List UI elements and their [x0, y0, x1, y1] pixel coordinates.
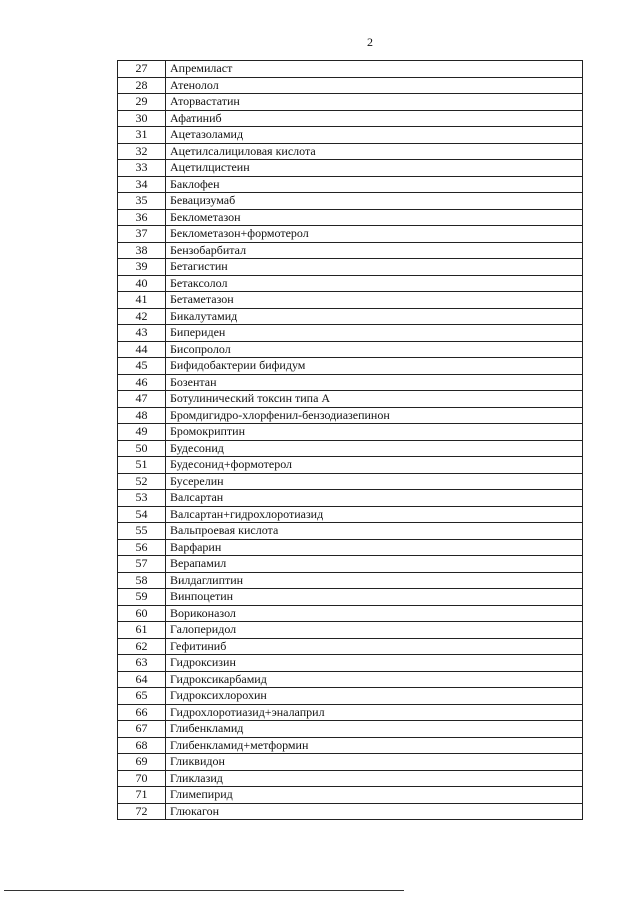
- table-row: [118, 341, 583, 358]
- drug-name: Гидроксихлорохин: [166, 688, 583, 705]
- drug-name: Вориконазол: [166, 605, 583, 622]
- table-row: [118, 787, 583, 804]
- row-number: 43: [118, 325, 166, 342]
- footer-divider: [4, 890, 404, 891]
- table-row: [118, 110, 583, 127]
- row-number: 45: [118, 358, 166, 375]
- table-row: [118, 589, 583, 606]
- row-number: 28: [118, 77, 166, 94]
- row-number: 65: [118, 688, 166, 705]
- drug-name: Беклометазон+формотерол: [166, 226, 583, 243]
- drug-name: Бетаметазон: [166, 292, 583, 309]
- table-row: [118, 440, 583, 457]
- drug-name: Бензобарбитал: [166, 242, 583, 259]
- table-row: [118, 193, 583, 210]
- row-number: 27: [118, 61, 166, 78]
- table-row: [118, 638, 583, 655]
- table-row: [118, 160, 583, 177]
- row-number: 41: [118, 292, 166, 309]
- drug-name: Глибенкламид+метформин: [166, 737, 583, 754]
- row-number: 53: [118, 490, 166, 507]
- row-number: 31: [118, 127, 166, 144]
- row-number: 37: [118, 226, 166, 243]
- row-number: 30: [118, 110, 166, 127]
- table-row: [118, 490, 583, 507]
- row-number: 67: [118, 721, 166, 738]
- table-row: [118, 292, 583, 309]
- drug-name: Атенолол: [166, 77, 583, 94]
- row-number: 52: [118, 473, 166, 490]
- row-number: 44: [118, 341, 166, 358]
- drug-name: Винпоцетин: [166, 589, 583, 606]
- table-row: [118, 473, 583, 490]
- drug-name: Бромокриптин: [166, 424, 583, 441]
- table-row: [118, 424, 583, 441]
- drug-list-body: [118, 61, 583, 820]
- drug-name: Ацетилцистеин: [166, 160, 583, 177]
- drug-name: Бисопролол: [166, 341, 583, 358]
- table-row: [118, 671, 583, 688]
- row-number: 61: [118, 622, 166, 639]
- row-number: 54: [118, 506, 166, 523]
- row-number: 40: [118, 275, 166, 292]
- row-number: 56: [118, 539, 166, 556]
- table-row: [118, 803, 583, 820]
- drug-name: Глимепирид: [166, 787, 583, 804]
- table-row: [118, 176, 583, 193]
- row-number: 66: [118, 704, 166, 721]
- drug-name: Ботулинический токсин типа А: [166, 391, 583, 408]
- row-number: 60: [118, 605, 166, 622]
- row-number: 39: [118, 259, 166, 276]
- table-row: [118, 308, 583, 325]
- row-number: 55: [118, 523, 166, 540]
- row-number: 33: [118, 160, 166, 177]
- table-row: [118, 457, 583, 474]
- drug-name: Глюкагон: [166, 803, 583, 820]
- drug-name: Афатиниб: [166, 110, 583, 127]
- drug-name: Гидрохлоротиазид+эналаприл: [166, 704, 583, 721]
- row-number: 58: [118, 572, 166, 589]
- table-row: [118, 94, 583, 111]
- drug-name: Беклометазон: [166, 209, 583, 226]
- drug-name: Аторвастатин: [166, 94, 583, 111]
- row-number: 38: [118, 242, 166, 259]
- drug-name: Ацетилсалициловая кислота: [166, 143, 583, 160]
- row-number: 62: [118, 638, 166, 655]
- table-row: [118, 407, 583, 424]
- drug-name: Глибенкламид: [166, 721, 583, 738]
- table-row: [118, 358, 583, 375]
- row-number: 47: [118, 391, 166, 408]
- table-row: [118, 539, 583, 556]
- table-row: [118, 61, 583, 78]
- row-number: 36: [118, 209, 166, 226]
- row-number: 50: [118, 440, 166, 457]
- table-row: [118, 622, 583, 639]
- drug-name: Валсартан+гидрохлоротиазид: [166, 506, 583, 523]
- drug-name: Бозентан: [166, 374, 583, 391]
- row-number: 34: [118, 176, 166, 193]
- drug-name: Гликвидон: [166, 754, 583, 771]
- drug-name: Баклофен: [166, 176, 583, 193]
- table-row: [118, 605, 583, 622]
- drug-name: Бромдигидро-хлорфенил-бензодиазепинон: [166, 407, 583, 424]
- table-row: [118, 226, 583, 243]
- row-number: 59: [118, 589, 166, 606]
- row-number: 48: [118, 407, 166, 424]
- page-number: 2: [367, 35, 373, 49]
- drug-name: Бипериден: [166, 325, 583, 342]
- table-row: [118, 770, 583, 787]
- table-row: [118, 737, 583, 754]
- drug-name: Ацетазоламид: [166, 127, 583, 144]
- row-number: 32: [118, 143, 166, 160]
- table-row: [118, 209, 583, 226]
- row-number: 64: [118, 671, 166, 688]
- table-row: [118, 688, 583, 705]
- drug-name: Гидроксикарбамид: [166, 671, 583, 688]
- table-row: [118, 572, 583, 589]
- drug-name: Бетагистин: [166, 259, 583, 276]
- drug-name: Будесонид: [166, 440, 583, 457]
- table-row: [118, 77, 583, 94]
- table-row: [118, 325, 583, 342]
- drug-name: Валсартан: [166, 490, 583, 507]
- drug-name: Апремиласт: [166, 61, 583, 78]
- row-number: 29: [118, 94, 166, 111]
- table-row: [118, 704, 583, 721]
- table-row: [118, 275, 583, 292]
- table-row: [118, 242, 583, 259]
- drug-list-table: [117, 60, 583, 820]
- row-number: 46: [118, 374, 166, 391]
- table-row: [118, 523, 583, 540]
- row-number: 57: [118, 556, 166, 573]
- drug-name: Верапамил: [166, 556, 583, 573]
- drug-name: Варфарин: [166, 539, 583, 556]
- drug-name: Гидроксизин: [166, 655, 583, 672]
- table-row: [118, 127, 583, 144]
- row-number: 42: [118, 308, 166, 325]
- row-number: 70: [118, 770, 166, 787]
- table-row: [118, 754, 583, 771]
- row-number: 63: [118, 655, 166, 672]
- row-number: 49: [118, 424, 166, 441]
- drug-name: Вальпроевая кислота: [166, 523, 583, 540]
- row-number: 68: [118, 737, 166, 754]
- row-number: 72: [118, 803, 166, 820]
- table-row: [118, 721, 583, 738]
- drug-name: Бевацизумаб: [166, 193, 583, 210]
- drug-name: Бифидобактерии бифидум: [166, 358, 583, 375]
- drug-name: Бетаксолол: [166, 275, 583, 292]
- row-number: 69: [118, 754, 166, 771]
- drug-name: Будесонид+формотерол: [166, 457, 583, 474]
- drug-name: Галоперидол: [166, 622, 583, 639]
- table-row: [118, 259, 583, 276]
- table-row: [118, 374, 583, 391]
- drug-name: Бикалутамид: [166, 308, 583, 325]
- row-number: 51: [118, 457, 166, 474]
- drug-name: Гефитиниб: [166, 638, 583, 655]
- drug-name: Гликлазид: [166, 770, 583, 787]
- drug-name: Вилдаглиптин: [166, 572, 583, 589]
- row-number: 35: [118, 193, 166, 210]
- table-row: [118, 506, 583, 523]
- row-number: 71: [118, 787, 166, 804]
- table-row: [118, 391, 583, 408]
- drug-name: Бусерелин: [166, 473, 583, 490]
- table-row: [118, 143, 583, 160]
- table-row: [118, 556, 583, 573]
- table-row: [118, 655, 583, 672]
